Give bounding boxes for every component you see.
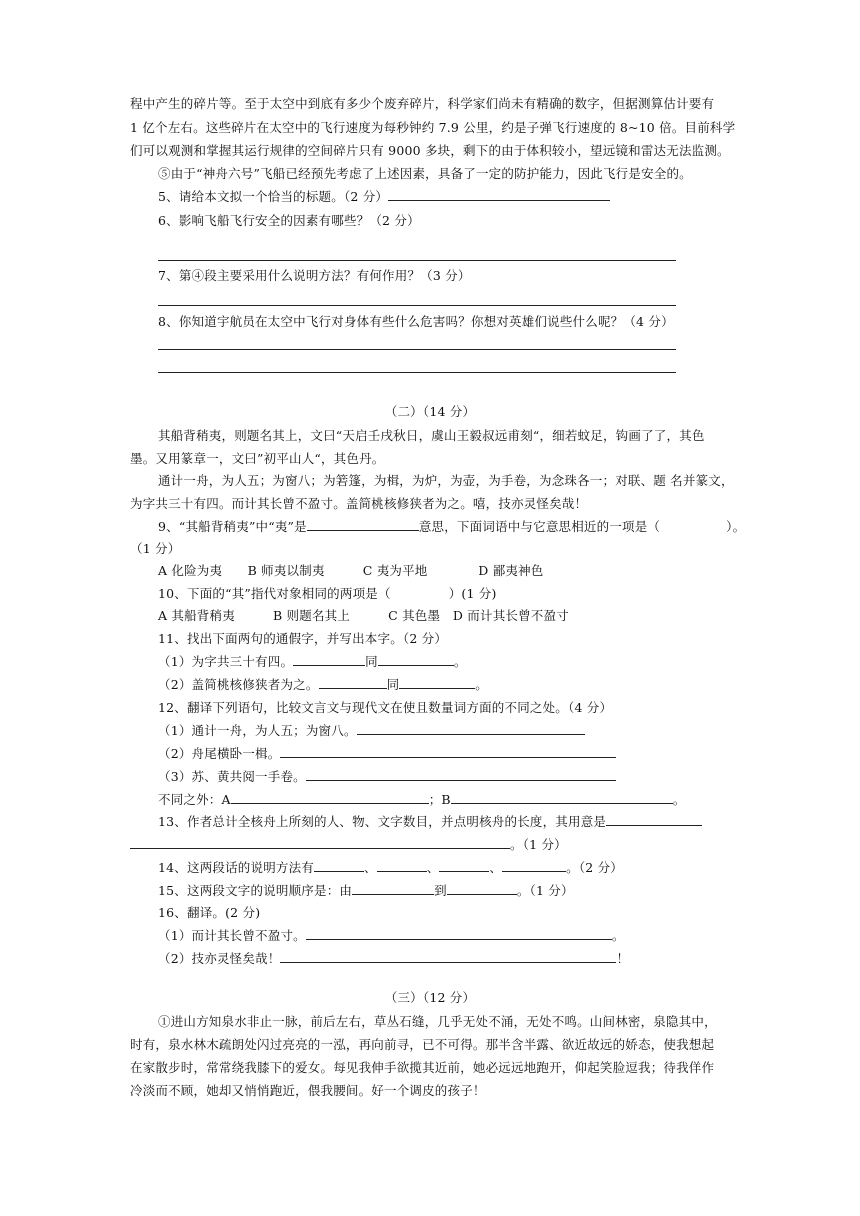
- question-10-options: A 其船背稍夷 B 则题名其上 C 其色墨 D 而计其长曾不盈寸: [158, 608, 569, 623]
- q13-text: 13、作者总计全核舟上所刻的人、物、文字数目，并点明核舟的长度，其用意是: [158, 814, 607, 829]
- question-12: 12、翻译下列语句，比较文言文与现代文在使且数量词方面的不同之处。（4 分）: [158, 700, 613, 715]
- answer-blank[interactable]: [447, 881, 517, 895]
- answer-line[interactable]: [158, 260, 676, 261]
- passage-line: 通计一舟，为人五；为窗八；为箬篷，为楫，为炉，为壶，为手卷，为念珠各一；对联、题 名并篆文，: [158, 473, 734, 488]
- question-9-options: A 化险为夷 B 师夷以制夷 C 夷为平地 D 鄙夷神色: [158, 563, 544, 578]
- passage-line: ⑤由于“神舟六号”飞船已经预先考虑了上述因素，具备了一定的防护能力，因此飞行是安全的。: [158, 166, 692, 181]
- passage-line: ①进山方知泉水非止一脉，前后左右，草丛石缝，几乎无处不涌，无处不鸣。山间林密，泉隐其中，: [158, 1014, 717, 1029]
- answer-blank[interactable]: [357, 721, 585, 735]
- question-14: [158, 858, 768, 878]
- question-11-2: [158, 675, 768, 695]
- question-12-1: [158, 721, 768, 741]
- answer-line[interactable]: [158, 349, 676, 350]
- diff-label-a: 不同之外：A: [158, 792, 231, 807]
- passage-line: 其船背稍夷，则题名其上，文曰“天启壬戌秋日，虞山王毅叔远甫刻“，细若蚊足，钩画了了，其色: [158, 428, 705, 443]
- question-9: [158, 517, 768, 537]
- answer-blank[interactable]: [378, 652, 454, 666]
- answer-blank[interactable]: [231, 790, 429, 804]
- q15-text-c: 。（1 分）: [516, 883, 574, 898]
- diff-label-b: ；B: [428, 792, 451, 807]
- q14-score: 。（2 分）: [566, 860, 624, 875]
- q12-3-text: （3）苏、黄共阅一手卷。: [158, 769, 306, 784]
- question-13-cont: [130, 835, 740, 855]
- q15-text-a: 15、这两段文字的说明顺序是：由: [158, 883, 353, 898]
- answer-blank[interactable]: [306, 926, 612, 940]
- answer-blank[interactable]: [502, 858, 566, 872]
- question-8: 8、你知道宇航员在太空中飞行对身体有些什么危害吗？你想对英雄们说些什么呢？（4 分）: [158, 314, 674, 329]
- answer-blank[interactable]: [399, 675, 475, 689]
- q14-text: 14、这两段话的说明方法有: [158, 860, 315, 875]
- passage-line: 冷淡而不顾，她却又悄悄跑近，偎我腰间。好一个调皮的孩子！: [130, 1083, 486, 1098]
- passage-line: 1 亿个左右。这些碎片在太空中的飞行速度为每秒钟约 7.9 公里，约是子弹飞行速度的 8~10 倍。目前科学: [130, 120, 736, 135]
- passage-line: 程中产生的碎片等。至于太空中到底有多少个废弃碎片，科学家们尚未有精确的数字，但据测算估计要有: [130, 96, 715, 111]
- answer-line[interactable]: [158, 305, 676, 306]
- answer-blank[interactable]: [606, 812, 702, 826]
- question-16-1: [158, 926, 768, 946]
- q10-text-b: ）(1 分): [448, 586, 497, 601]
- question-7: 7、第④段主要采用什么说明方法？有何作用？（3 分）: [158, 268, 471, 283]
- answer-blank[interactable]: [377, 858, 427, 872]
- passage-line: 时有，泉水林木疏朗处闪过亮亮的一泓，再向前寻，已不可得。那半含半露、欲近故远的娇态，使我想起: [130, 1037, 715, 1052]
- exclamation: ！: [616, 951, 630, 966]
- question-12-diff: [158, 790, 768, 810]
- q9-text-b: 意思，下面词语中与它意思相近的一项是（: [418, 519, 661, 534]
- q13-score: 。（1 分）: [510, 837, 567, 852]
- question-11: 11、找出下面两句的通假字，并写出本字。（2 分）: [158, 631, 448, 646]
- question-16: 16、翻译。(2 分): [158, 905, 261, 920]
- answer-blank[interactable]: [314, 858, 364, 872]
- answer-blank[interactable]: [451, 790, 673, 804]
- answer-blank[interactable]: [280, 949, 616, 963]
- question-6: 6、影响飞船飞行安全的因素有哪些？（2 分）: [158, 213, 420, 228]
- question-16-2: [158, 949, 768, 969]
- q11-1-text: （1）为字共三十有四。: [158, 654, 294, 669]
- passage-line: 在家散步时，常常绕我膝下的爱女。每见我伸手欲揽其近前，她必远远地跑开，仰起笑脸逗我；待我佯作: [130, 1060, 715, 1075]
- q16-2-text: （2）技亦灵怪矣哉！: [158, 951, 281, 966]
- question-5-text: 5、请给本文拟一个恰当的标题。（2 分）: [158, 189, 389, 204]
- passage-line: 为字共三十有四。而计其长曾不盈寸。盖简桃核修狭者为之。嘻，技亦灵怪矣哉！: [130, 496, 588, 511]
- section-2-heading: （二）（14 分）: [384, 404, 476, 419]
- question-13: [158, 812, 768, 832]
- passage-line: 们可以观测和掌握其运行规律的空间碎片只有 9000 多块，剩下的由于体积较小，望远镜和雷达无法监测。: [130, 143, 730, 158]
- question-9-score: （1 分）: [130, 541, 181, 556]
- question-11-1: [158, 652, 768, 672]
- sep: 、: [364, 860, 377, 875]
- sep: 、: [426, 860, 440, 875]
- section-3-heading: （三）（12 分）: [384, 990, 476, 1005]
- answer-blank[interactable]: [307, 517, 419, 531]
- q10-text-a: 10、下面的“其”指代对象相同的两项是（: [158, 586, 391, 601]
- answer-blank[interactable]: [130, 835, 510, 849]
- q9-text-a: 9、“其船背稍夷”中“夷”是: [158, 519, 307, 534]
- q15-text-b: 到: [434, 883, 447, 898]
- answer-blank[interactable]: [306, 767, 616, 781]
- question-10: [158, 584, 768, 604]
- question-5: [158, 187, 768, 207]
- q11-2-text: （2）盖简桃核修狭者为之。: [158, 677, 319, 692]
- answer-blank[interactable]: [352, 881, 434, 895]
- question-15: [158, 881, 768, 901]
- answer-blank[interactable]: [280, 744, 616, 758]
- passage-line: 墨。又用篆章一，文曰”初平山人“，其色丹。: [130, 451, 385, 466]
- period: 。: [453, 654, 467, 669]
- answer-blank[interactable]: [319, 675, 387, 689]
- answer-line[interactable]: [158, 372, 676, 373]
- q12-2-text: （2）舟尾横卧一楫。: [158, 746, 281, 761]
- question-12-2: [158, 744, 768, 764]
- q12-1-text: （1）通计一舟，为人五；为窗八。: [158, 723, 357, 738]
- q9-text-c: ）。: [726, 519, 746, 534]
- q16-1-text: （1）而计其长曾不盈寸。: [158, 928, 306, 943]
- tong-label: 同: [365, 654, 378, 669]
- question-12-3: [158, 767, 768, 787]
- sep: 、: [489, 860, 503, 875]
- period: 。: [672, 792, 686, 807]
- answer-blank[interactable]: [439, 858, 489, 872]
- answer-blank[interactable]: [388, 187, 610, 201]
- answer-blank[interactable]: [293, 652, 365, 666]
- period: 。: [611, 928, 625, 943]
- period: 。: [475, 677, 488, 692]
- tong-label: 同: [386, 677, 400, 692]
